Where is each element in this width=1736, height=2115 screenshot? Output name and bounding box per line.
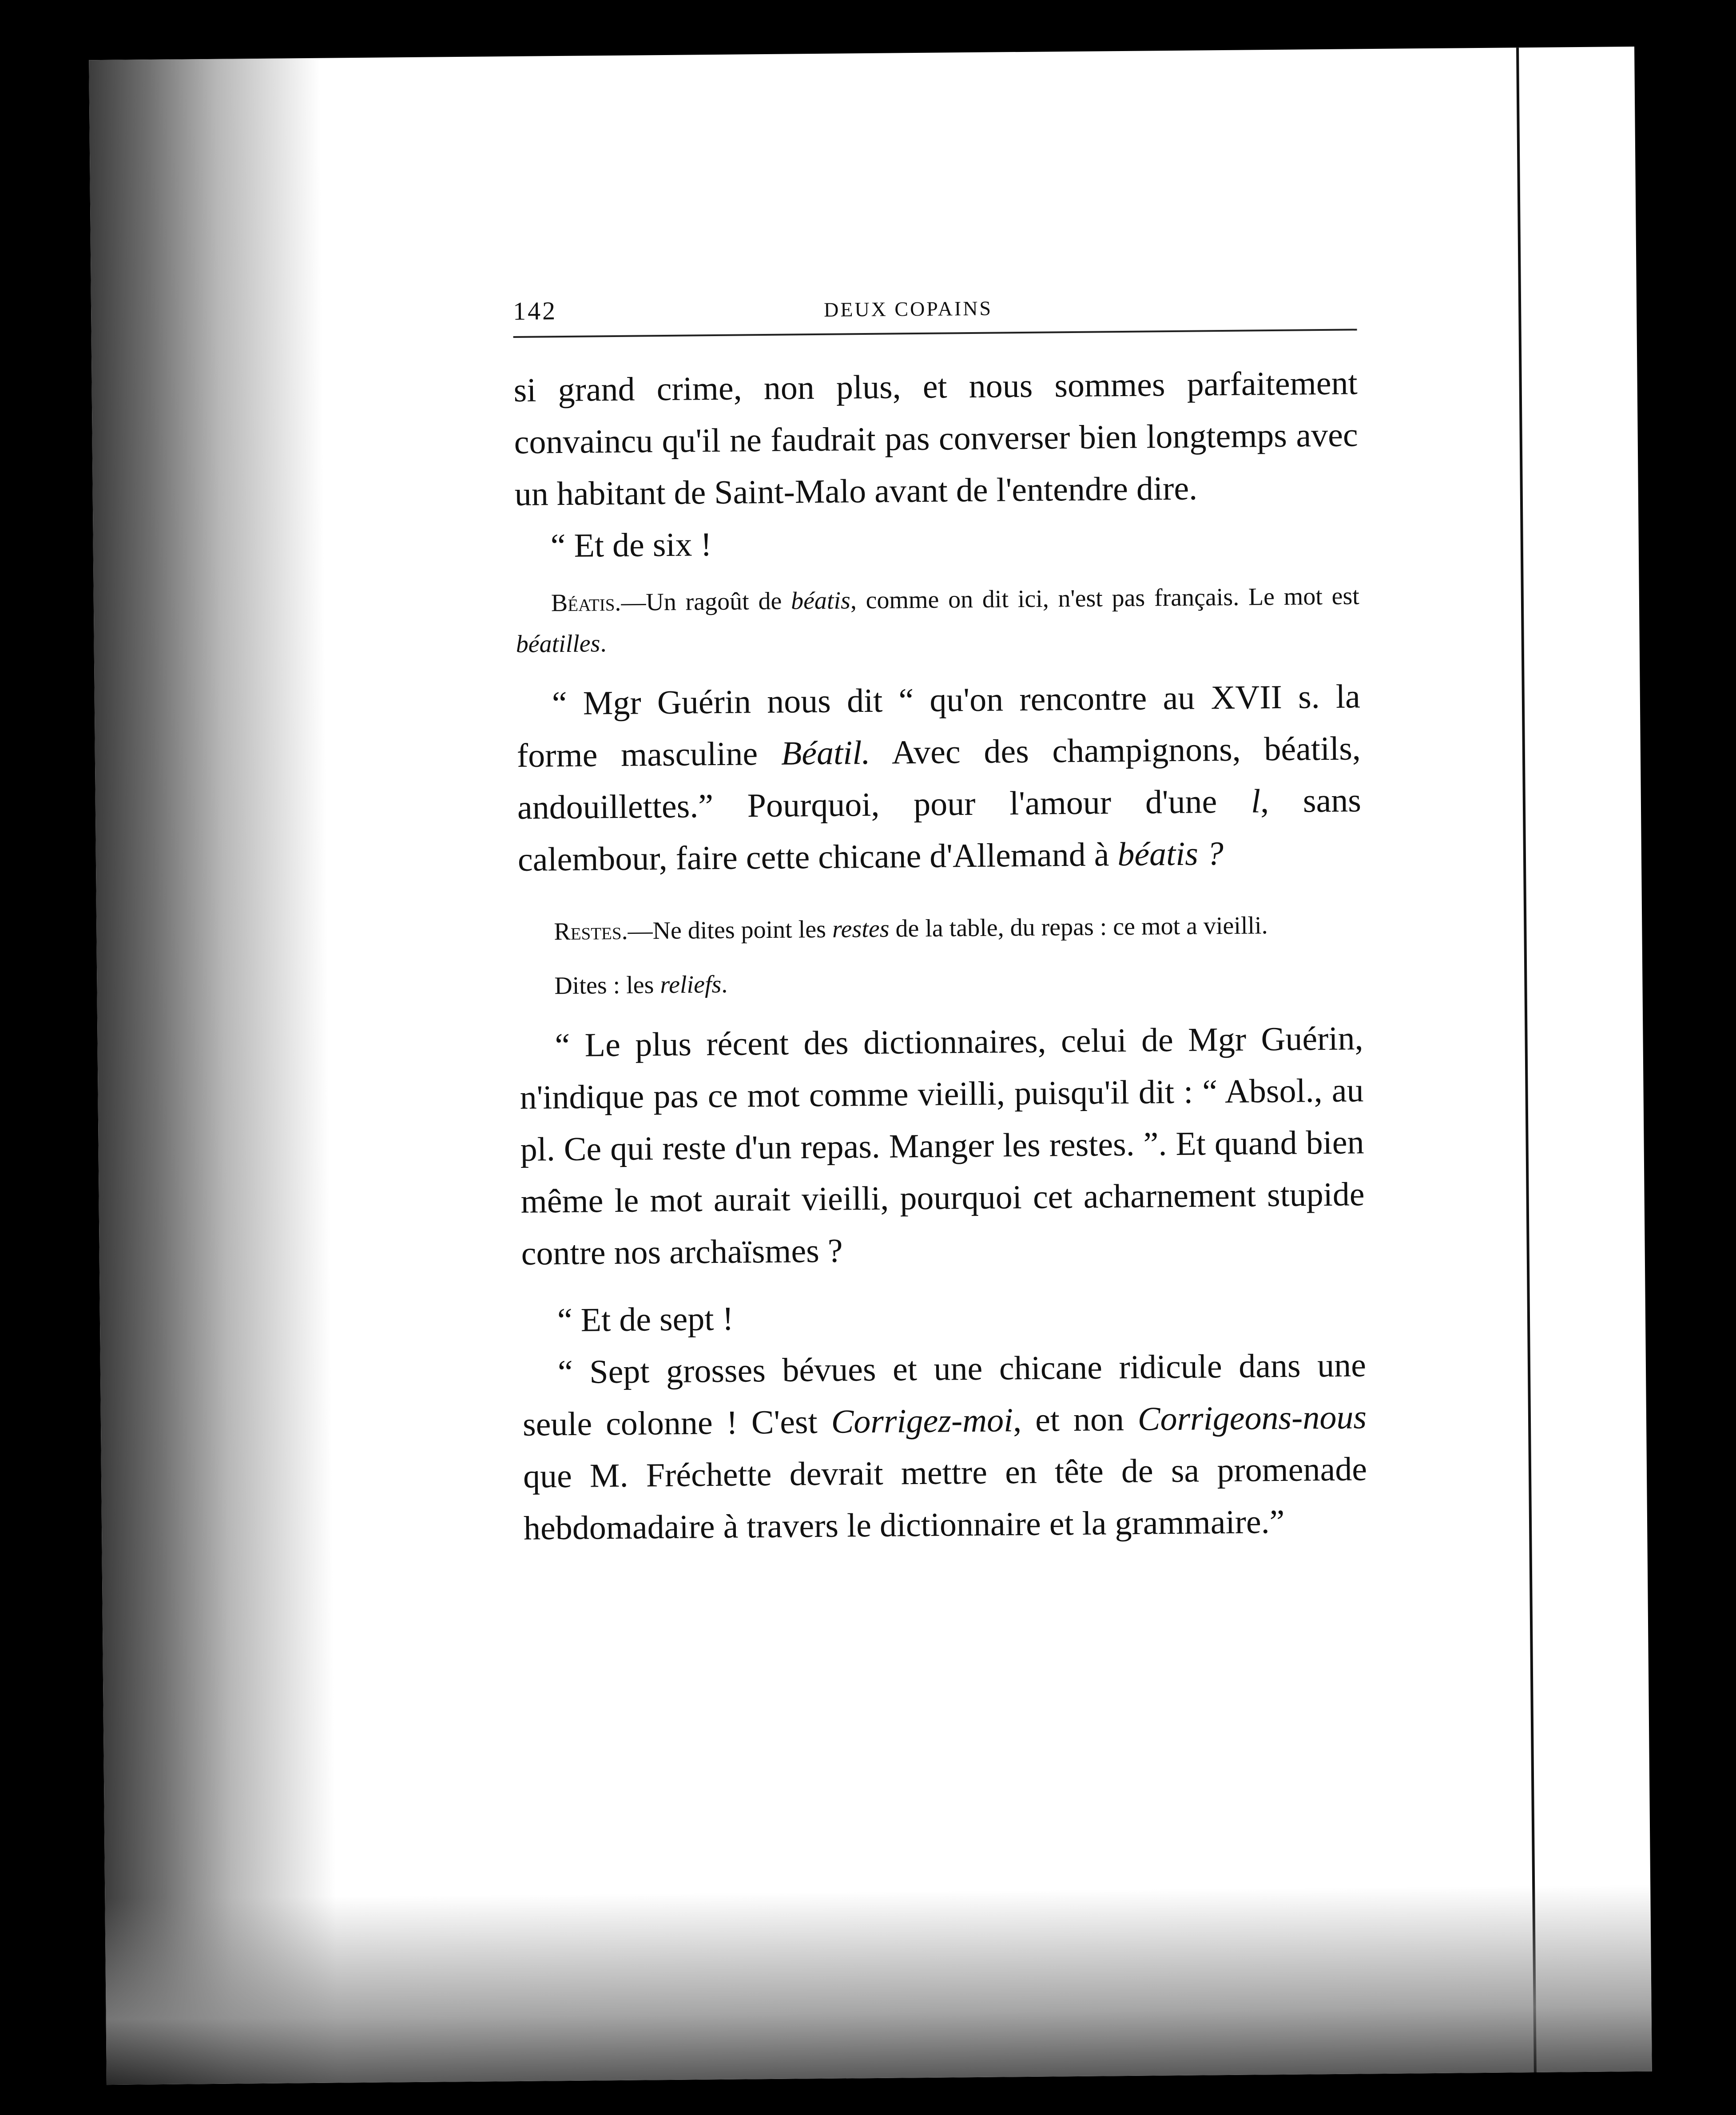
note-dites <box>519 958 1363 1007</box>
paragraph-text: , et non <box>1013 1400 1138 1439</box>
note-text: de la table, du repas : ce mot a vieilli. <box>889 912 1268 943</box>
note-text: —Ne dites point les <box>628 915 833 945</box>
note-restes <box>518 904 1363 952</box>
note-beatis <box>515 575 1360 665</box>
paragraph-italic: l <box>1251 782 1261 820</box>
paragraph-6 <box>522 1339 1367 1555</box>
paragraph-italic: béatis ? <box>1117 835 1224 873</box>
paragraph-italic: Corrigez-moi <box>831 1401 1013 1440</box>
note-text: . <box>721 970 728 998</box>
paragraph-5: “ Et de sept ! <box>557 1300 734 1339</box>
note-italic: béatis <box>791 587 851 615</box>
note-text: . <box>600 630 607 658</box>
paragraph-italic: Béatil. <box>781 734 870 772</box>
paragraph-text: , sans calembour, faire cette chicane d'Allemand à <box>517 782 1362 878</box>
note-term: Béatis. <box>551 588 621 617</box>
note-italic: restes <box>832 915 890 943</box>
scanned-page <box>89 47 1652 2085</box>
paragraph-4: “ Le plus récent des dictionnaires, celui de Mgr Guérin, n'indique pas ce mot comme vieilli, puisqu'il dit : “ Absol., au pl. Ce qui reste d'un repas. Manger les restes. ”. Et quand bien même le mot aurait vieilli, pourquoi cet acharnement stupide contre nos archaïsmes ? <box>520 1020 1365 1272</box>
note-term: Restes. <box>554 917 628 946</box>
running-title: DEUX COPAINS <box>823 297 993 321</box>
note-text: —Un ragoût de <box>621 587 791 616</box>
page-number: 142 <box>512 296 557 325</box>
gutter-line <box>1516 48 1537 2072</box>
note-text: Dites : les <box>554 971 660 1000</box>
running-head <box>513 280 1357 338</box>
paragraph-text: “ Sept grosses bévues et une chicane ridicule dans une seule colonne ! C'est <box>522 1346 1367 1443</box>
note-italic: reliefs <box>660 970 722 999</box>
paragraph-text: Avec des champignons, béatils, andouillettes.” Pourquoi, pour l'amour d'une <box>517 730 1361 826</box>
paragraph-text: “ Mgr Guérin nous dit “ qu'on rencontre au XVII s. la forme masculine <box>516 678 1361 774</box>
text-block <box>513 280 1368 1554</box>
paragraph-italic: Corrigeons-nous <box>1137 1398 1367 1438</box>
note-text: , comme on dit ici, n'est pas français. Le mot est <box>850 582 1360 615</box>
paragraph-text: que M. Fréchette devrait mettre en tête de sa promenade hebdomadaire à travers le dictionnaire et la grammaire.” <box>523 1450 1367 1547</box>
paragraph-2: “ Et de six ! <box>550 526 712 565</box>
note-italic: béatilles <box>516 630 600 658</box>
paragraph-3 <box>516 671 1362 886</box>
paragraph-1: si grand crime, non plus, et nous sommes parfaitement convaincu qu'il ne faudrait pas converser bien longtemps avec un habitant de Saint-Malo avant de l'entendre dire. <box>513 364 1359 513</box>
